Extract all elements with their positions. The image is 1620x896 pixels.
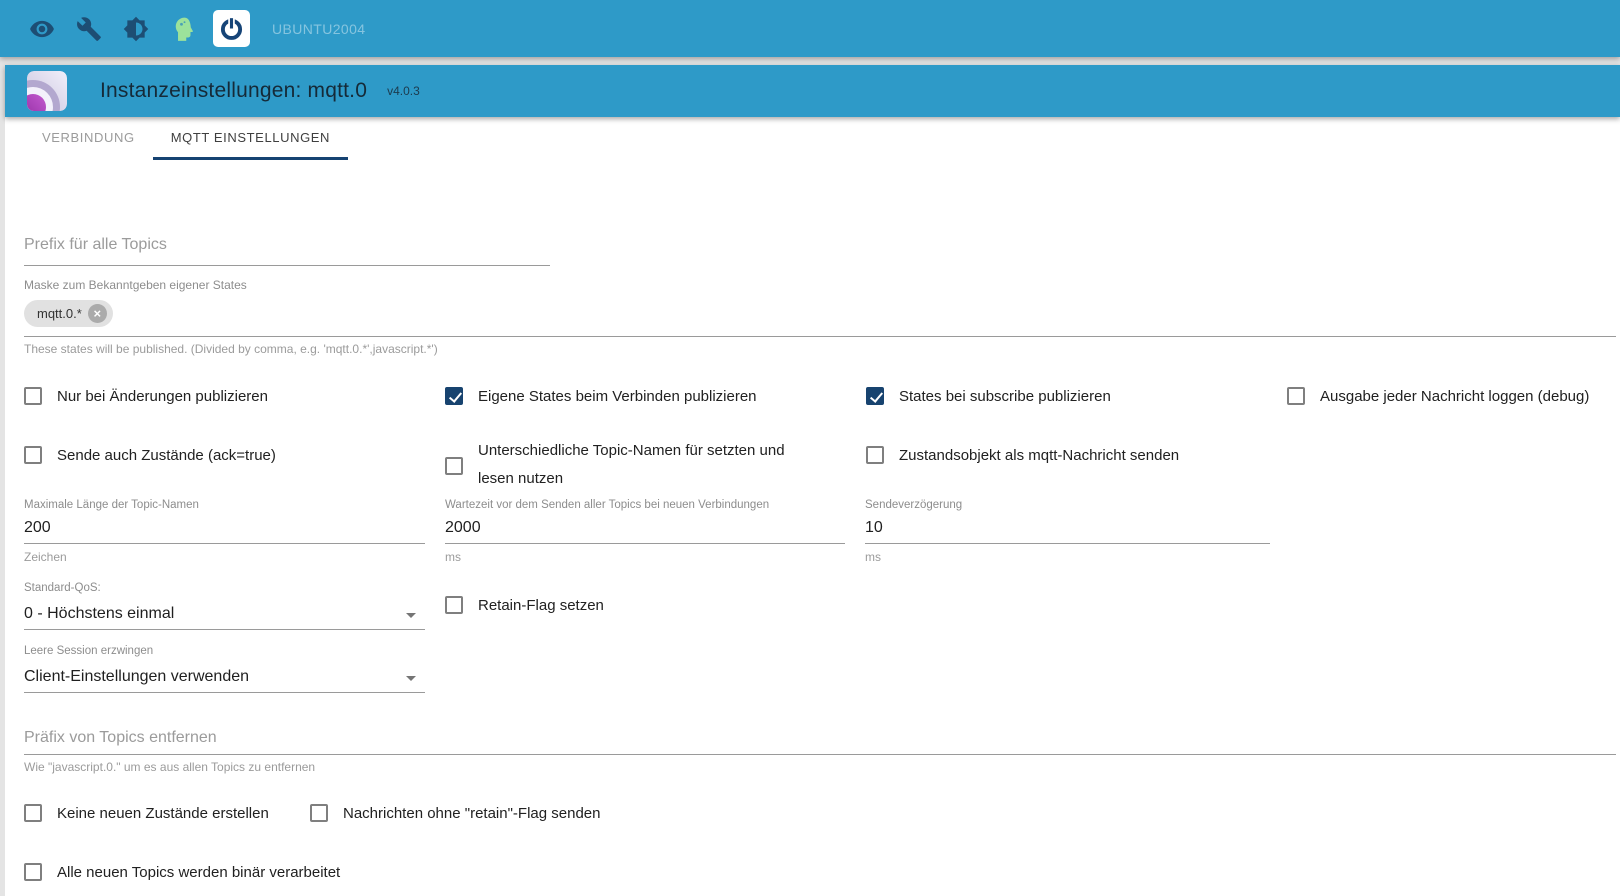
dialog-title: Instanzeinstellungen: mqtt.0 <box>100 79 368 102</box>
checkbox-no-retain-flag[interactable]: Nachrichten ohne "retain"-Flag senden <box>310 803 710 824</box>
settings-form <box>5 158 1620 896</box>
send-interval-field[interactable] <box>445 499 845 564</box>
checkbox-box[interactable] <box>866 387 884 405</box>
field-value[interactable]: 10 <box>865 519 883 536</box>
remove-prefix-field[interactable] <box>24 729 1616 774</box>
remove-prefix-label: Präfix von Topics entfernen <box>24 729 217 746</box>
mask-field-underline <box>24 336 1616 337</box>
prefix-field[interactable] <box>24 236 550 266</box>
field-value[interactable]: 200 <box>24 519 51 536</box>
max-topic-length-field[interactable] <box>24 499 425 564</box>
checkbox-box[interactable] <box>1287 387 1305 405</box>
field-helper: Zeichen <box>24 550 67 564</box>
checkbox-send-state-object[interactable]: Zustandsobjekt als mqtt-Nachricht senden <box>866 445 1266 466</box>
field-underline <box>24 543 425 544</box>
checkbox-box[interactable] <box>445 596 463 614</box>
iobroker-logo[interactable] <box>213 10 250 47</box>
prefix-field-label: Prefix für alle Topics <box>24 236 167 253</box>
checkbox-publish-on-change[interactable]: Nur bei Änderungen publizieren <box>24 386 424 407</box>
eye-icon[interactable] <box>29 16 55 42</box>
mqtt-adapter-icon <box>27 71 67 111</box>
tab-verbindung[interactable]: VERBINDUNG <box>42 130 135 145</box>
chevron-down-icon <box>406 676 416 681</box>
hostname-label: UBUNTU2004 <box>272 20 366 37</box>
mask-chip[interactable] <box>24 300 113 327</box>
checkbox-box[interactable] <box>24 863 42 881</box>
chevron-down-icon <box>406 613 416 618</box>
select-underline <box>24 692 425 693</box>
mask-field-label: Maske zum Bekanntgeben eigener States <box>24 278 247 292</box>
field-underline <box>445 543 845 544</box>
tab-bar <box>5 117 1620 158</box>
select-underline <box>24 629 425 630</box>
checkbox-send-ack-states[interactable]: Sende auch Zustände (ack=true) <box>24 445 424 466</box>
select-value: 0 - Höchstens einmal <box>24 605 175 622</box>
remove-prefix-helper: Wie "javascript.0." um es aus allen Topics zu entfernen <box>24 760 316 774</box>
mask-field-helper: These states will be published. (Divided by comma, e.g. 'mqtt.0.*',javascript.*') <box>24 341 438 356</box>
clean-session-select[interactable] <box>24 645 425 695</box>
field-label: Sendeverzögerung <box>865 499 963 511</box>
head-icon[interactable] <box>170 16 196 42</box>
checkbox-binary-topics[interactable]: Alle neuen Topics werden binär verarbeitet <box>24 862 474 883</box>
checkbox-box[interactable] <box>866 446 884 464</box>
checkbox-box[interactable] <box>24 804 42 822</box>
send-delay-field[interactable] <box>865 499 1270 564</box>
checkbox-box[interactable] <box>445 457 463 475</box>
remove-prefix-underline <box>24 754 1616 755</box>
version-badge: v4.0.3 <box>387 84 420 98</box>
checkbox-different-topic-names[interactable]: Unterschiedliche Topic-Namen für setzten und lesen nutzen <box>445 437 820 493</box>
checkbox-box[interactable] <box>24 446 42 464</box>
checkbox-retain-flag[interactable]: Retain-Flag setzen <box>445 595 845 616</box>
select-label: Standard-QoS: <box>24 582 101 594</box>
qos-select[interactable] <box>24 582 425 632</box>
dialog-header <box>5 65 1620 117</box>
contrast-icon[interactable] <box>123 16 149 42</box>
field-underline <box>865 543 1270 544</box>
field-value[interactable]: 2000 <box>445 519 481 536</box>
select-label: Leere Session erzwingen <box>24 645 154 657</box>
field-helper: ms <box>865 550 881 564</box>
app-bar <box>0 0 1620 57</box>
field-helper: ms <box>445 550 461 564</box>
mask-field[interactable] <box>24 279 1616 356</box>
select-value: Client-Einstellungen verwenden <box>24 668 250 685</box>
checkbox-box[interactable] <box>310 804 328 822</box>
mask-chip-text: mqtt.0.* <box>37 305 82 321</box>
field-label: Wartezeit vor dem Senden aller Topics bei neuen Verbindungen <box>445 499 770 511</box>
checkbox-publish-own-states[interactable]: Eigene States beim Verbinden publizieren <box>445 386 845 407</box>
prefix-field-underline <box>24 265 550 266</box>
checkbox-publish-on-subscribe[interactable]: States bei subscribe publizieren <box>866 386 1266 407</box>
checkbox-box[interactable] <box>445 387 463 405</box>
chip-close-icon[interactable]: × <box>88 304 107 323</box>
checkbox-debug-log[interactable]: Ausgabe jeder Nachricht loggen (debug) <box>1287 386 1617 407</box>
checkbox-box[interactable] <box>24 387 42 405</box>
field-label: Maximale Länge der Topic-Namen <box>24 499 199 511</box>
checkbox-no-new-states[interactable]: Keine neuen Zustände erstellen <box>24 803 294 824</box>
wrench-icon[interactable] <box>76 16 102 42</box>
tab-mqtt-einstellungen[interactable]: MQTT EINSTELLUNGEN <box>153 117 348 158</box>
instance-settings-dialog <box>5 65 1620 896</box>
